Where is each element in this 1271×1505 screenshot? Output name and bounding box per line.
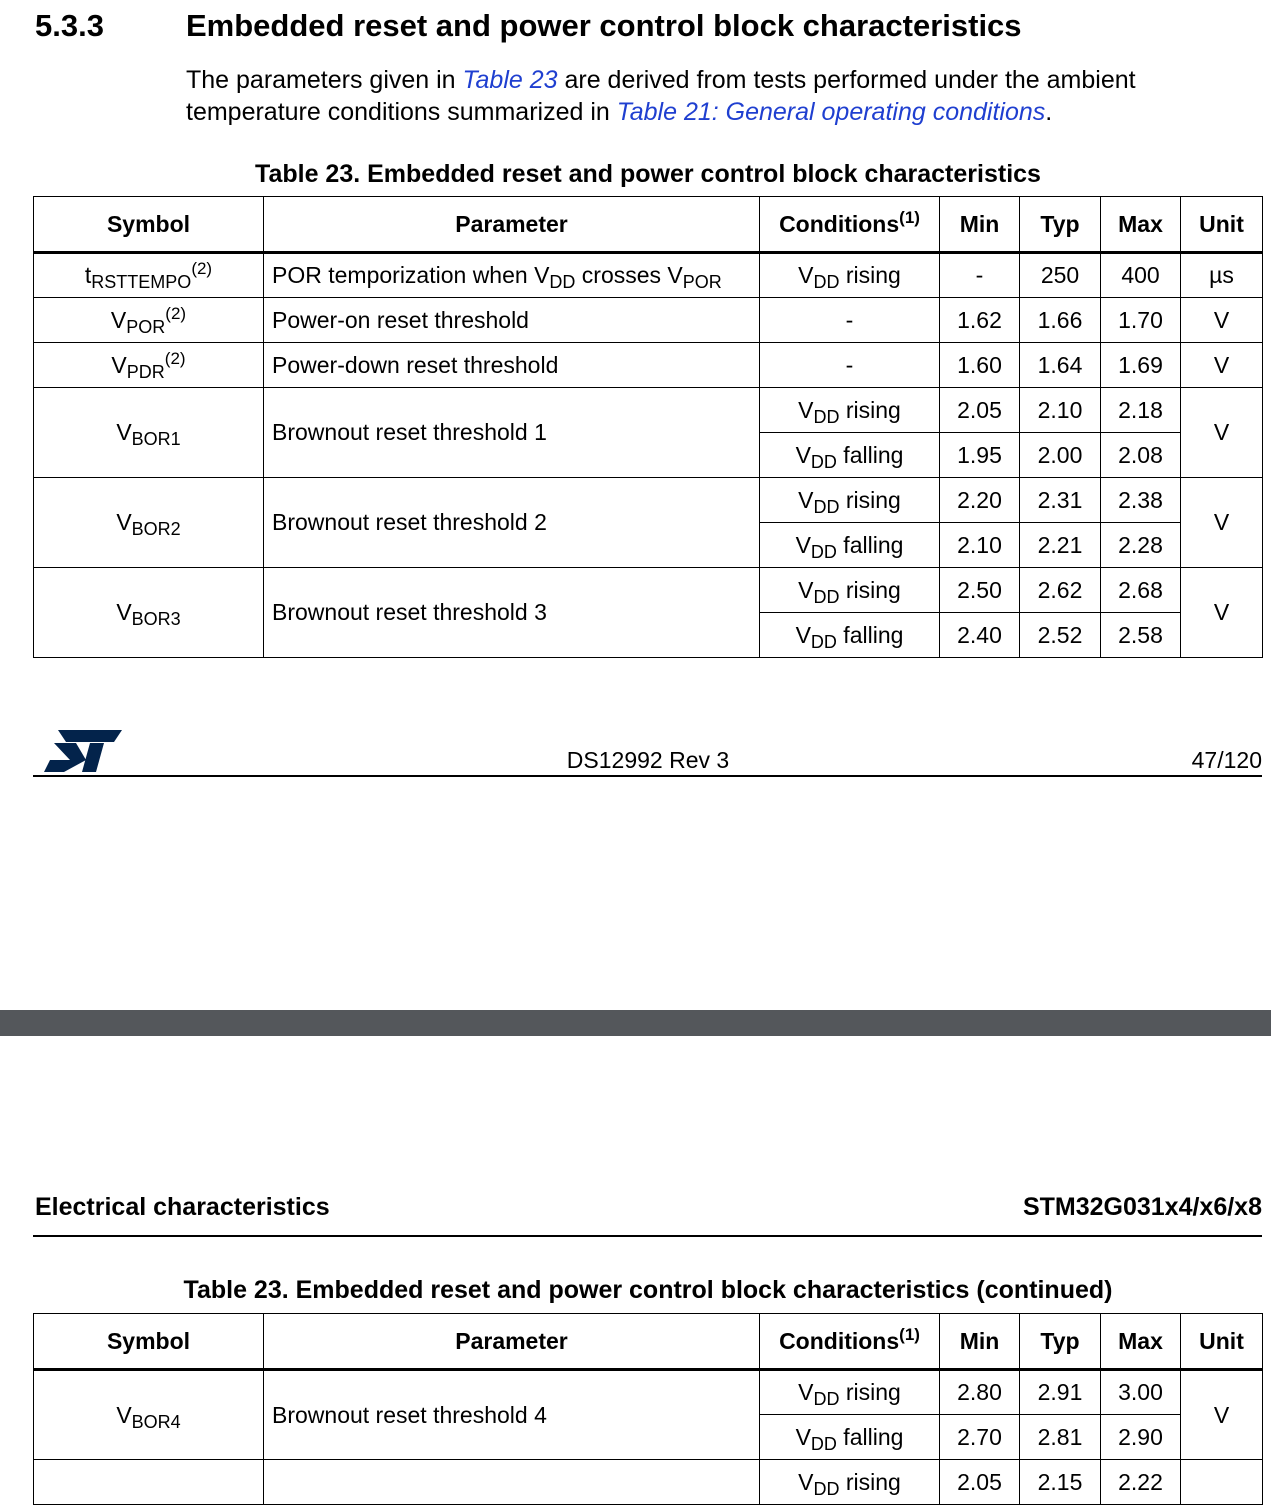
spec-table [33, 196, 1263, 658]
max-cell: 2.08 [1101, 433, 1181, 478]
footnote-ref: (1) [899, 1324, 920, 1344]
symbol-cell [34, 1460, 264, 1505]
cond-v: V [798, 396, 814, 423]
running-header-left: Electrical characteristics [35, 1193, 330, 1221]
cond-v: V [798, 262, 814, 288]
cond-sub: DD [810, 1433, 837, 1454]
header-conditions [760, 1314, 940, 1370]
header-max: Max [1101, 1314, 1181, 1370]
symbol-main: V [116, 419, 132, 445]
cond-sub: DD [810, 631, 837, 652]
table-row [34, 1370, 1263, 1415]
symbol-sub: BOR2 [131, 519, 181, 539]
cond-sub: DD [810, 451, 837, 472]
parameter-cell [264, 253, 760, 298]
footnote-ref: (1) [899, 207, 920, 227]
header-conditions [760, 197, 940, 253]
footnote-ref: (2) [165, 303, 187, 323]
cond-text: falling [836, 621, 904, 648]
intro-text-1: The parameters given in [186, 66, 463, 94]
max-cell: 3.00 [1101, 1370, 1181, 1415]
cond-v: V [798, 1468, 814, 1495]
footer-rule [33, 775, 1262, 777]
max-cell: 2.22 [1101, 1460, 1181, 1505]
typ-cell: 2.00 [1020, 433, 1101, 478]
parameter-cell: Power-down reset threshold [264, 343, 760, 388]
header-rule [33, 1235, 1262, 1237]
parameter-cell: Brownout reset threshold 4 [264, 1370, 760, 1460]
symbol-sub: POR [126, 316, 166, 337]
max-cell: 2.28 [1101, 523, 1181, 568]
condition-cell [760, 523, 940, 568]
unit-cell: V [1181, 388, 1263, 478]
min-cell: 2.70 [940, 1415, 1020, 1460]
table-21-link[interactable]: Table 21: General operating conditions [616, 98, 1046, 126]
section-title: Embedded reset and power control block characteristics [186, 8, 1022, 43]
table-row [34, 298, 1263, 343]
parameter-cell: Brownout reset threshold 2 [264, 478, 760, 568]
min-cell: 2.50 [940, 568, 1020, 613]
min-cell: 2.20 [940, 478, 1020, 523]
typ-cell: 2.21 [1020, 523, 1101, 568]
typ-cell: 2.52 [1020, 613, 1101, 658]
symbol-main: V [116, 509, 132, 535]
parameter-cell: Brownout reset threshold 3 [264, 568, 760, 658]
unit-cell [1181, 1460, 1263, 1505]
cond-sub: DD [810, 541, 837, 562]
max-cell: 2.18 [1101, 388, 1181, 433]
symbol-sub: PDR [126, 361, 165, 382]
symbol-cell [34, 478, 264, 568]
table-row [34, 1460, 1263, 1505]
cond-text: rising [839, 396, 901, 423]
symbol-main: V [116, 1401, 132, 1428]
cond-v: V [798, 576, 814, 603]
table-23-link[interactable]: Table 23 [462, 66, 558, 94]
cond-sub: DD [813, 1478, 840, 1499]
param-sub: POR [682, 272, 722, 292]
cond-sub: DD [813, 496, 840, 517]
condition-cell [760, 388, 940, 433]
symbol-cell [34, 343, 264, 388]
cond-v: V [798, 1379, 814, 1405]
table-row [34, 478, 1263, 523]
max-cell: 2.90 [1101, 1415, 1181, 1460]
condition-cell: - [760, 343, 940, 388]
typ-cell: 2.91 [1020, 1370, 1101, 1415]
cond-text: falling [836, 531, 904, 558]
unit-cell: V [1181, 1370, 1263, 1460]
parameter-cell: Brownout reset threshold 1 [264, 388, 760, 478]
intro-text-2: are derived from tests performed under the ambient temperature conditions summarized in [186, 66, 1136, 126]
header-typ: Typ [1020, 197, 1101, 253]
footnote-ref: (2) [191, 259, 213, 278]
cond-text: rising [839, 1379, 901, 1405]
intro-paragraph [186, 64, 1246, 128]
symbol-cell [34, 388, 264, 478]
document-id: DS12992 Rev 3 [566, 747, 730, 773]
unit-cell: µs [1181, 253, 1263, 298]
unit-cell: V [1181, 298, 1263, 343]
table-row [34, 253, 1263, 298]
table-caption-continued: Table 23. Embedded reset and power control block characteristics (continued) [183, 1276, 1113, 1304]
min-cell: - [940, 253, 1020, 298]
symbol-main: V [110, 306, 127, 333]
cond-sub: DD [813, 586, 840, 607]
cond-text: falling [836, 441, 904, 468]
symbol-sub: RSTTEMPO [91, 272, 192, 292]
max-cell: 2.38 [1101, 478, 1181, 523]
table-row [34, 568, 1263, 613]
max-cell: 2.58 [1101, 613, 1181, 658]
table-row [34, 388, 1263, 433]
cond-v: V [795, 621, 811, 648]
header-parameter: Parameter [264, 197, 760, 253]
param-sub: DD [549, 272, 576, 292]
symbol-main: t [84, 262, 92, 288]
condition-cell: - [760, 298, 940, 343]
cond-text: rising [839, 1468, 901, 1495]
symbol-main: V [116, 599, 132, 625]
header-unit: Unit [1181, 1314, 1263, 1370]
symbol-main: V [111, 351, 127, 378]
typ-cell: 2.10 [1020, 388, 1101, 433]
condition-cell [760, 433, 940, 478]
header-min: Min [940, 197, 1020, 253]
header-conditions-label: Conditions [779, 210, 900, 237]
unit-cell: V [1181, 343, 1263, 388]
symbol-sub: BOR4 [131, 1411, 181, 1432]
typ-cell: 2.31 [1020, 478, 1101, 523]
min-cell: 2.40 [940, 613, 1020, 658]
min-cell: 1.62 [940, 298, 1020, 343]
header-unit: Unit [1181, 197, 1263, 253]
header-max: Max [1101, 197, 1181, 253]
cond-text: falling [836, 1423, 904, 1450]
unit-cell: V [1181, 478, 1263, 568]
condition-cell [760, 478, 940, 523]
cond-text: rising [839, 262, 901, 288]
table-header-row [34, 197, 1263, 253]
symbol-sub: BOR3 [131, 609, 181, 629]
condition-cell [760, 253, 940, 298]
typ-cell: 2.62 [1020, 568, 1101, 613]
header-symbol: Symbol [34, 197, 264, 253]
condition-cell [760, 1415, 940, 1460]
min-cell: 1.60 [940, 343, 1020, 388]
unit-cell: V [1181, 568, 1263, 658]
header-min: Min [940, 1314, 1020, 1370]
symbol-cell [34, 568, 264, 658]
footnote-ref: (2) [164, 348, 186, 368]
spec-table-continued [33, 1313, 1263, 1505]
cond-sub: DD [813, 406, 840, 427]
condition-cell [760, 568, 940, 613]
typ-cell: 1.66 [1020, 298, 1101, 343]
table-row [34, 343, 1263, 388]
typ-cell: 2.81 [1020, 1415, 1101, 1460]
symbol-sub: BOR1 [131, 429, 181, 449]
cond-v: V [795, 1423, 811, 1450]
condition-cell [760, 1370, 940, 1415]
max-cell: 2.68 [1101, 568, 1181, 613]
running-header-right: STM32G031x4/x6/x8 [1022, 1193, 1262, 1221]
cond-text: rising [839, 576, 901, 603]
max-cell: 400 [1101, 253, 1181, 298]
min-cell: 2.05 [940, 1460, 1020, 1505]
symbol-cell [34, 298, 264, 343]
min-cell: 2.10 [940, 523, 1020, 568]
header-parameter: Parameter [264, 1314, 760, 1370]
param-text: crosses V [575, 262, 683, 288]
cond-sub: DD [813, 272, 840, 292]
max-cell: 1.69 [1101, 343, 1181, 388]
parameter-cell: Power-on reset threshold [264, 298, 760, 343]
min-cell: 1.95 [940, 433, 1020, 478]
page-separator [0, 1010, 1271, 1036]
table-header-row [34, 1314, 1263, 1370]
typ-cell: 250 [1020, 253, 1101, 298]
header-conditions-label: Conditions [779, 1327, 900, 1354]
symbol-cell [34, 253, 264, 298]
typ-cell: 2.15 [1020, 1460, 1101, 1505]
min-cell: 2.05 [940, 388, 1020, 433]
typ-cell: 1.64 [1020, 343, 1101, 388]
cond-text: rising [839, 486, 901, 513]
table-caption: Table 23. Embedded reset and power control block characteristics [255, 160, 1041, 188]
cond-v: V [798, 486, 814, 513]
page-number: 47/120 [1191, 747, 1262, 773]
symbol-cell [34, 1370, 264, 1460]
cond-v: V [795, 531, 811, 558]
header-symbol: Symbol [34, 1314, 264, 1370]
section-number: 5.3.3 [35, 8, 104, 43]
header-typ: Typ [1020, 1314, 1101, 1370]
max-cell: 1.70 [1101, 298, 1181, 343]
intro-text-3: . [1045, 98, 1053, 126]
condition-cell [760, 1460, 940, 1505]
parameter-cell [264, 1460, 760, 1505]
min-cell: 2.80 [940, 1370, 1020, 1415]
cond-sub: DD [813, 1389, 840, 1409]
param-text: POR temporization when V [272, 262, 550, 288]
condition-cell [760, 613, 940, 658]
cond-v: V [795, 441, 811, 468]
